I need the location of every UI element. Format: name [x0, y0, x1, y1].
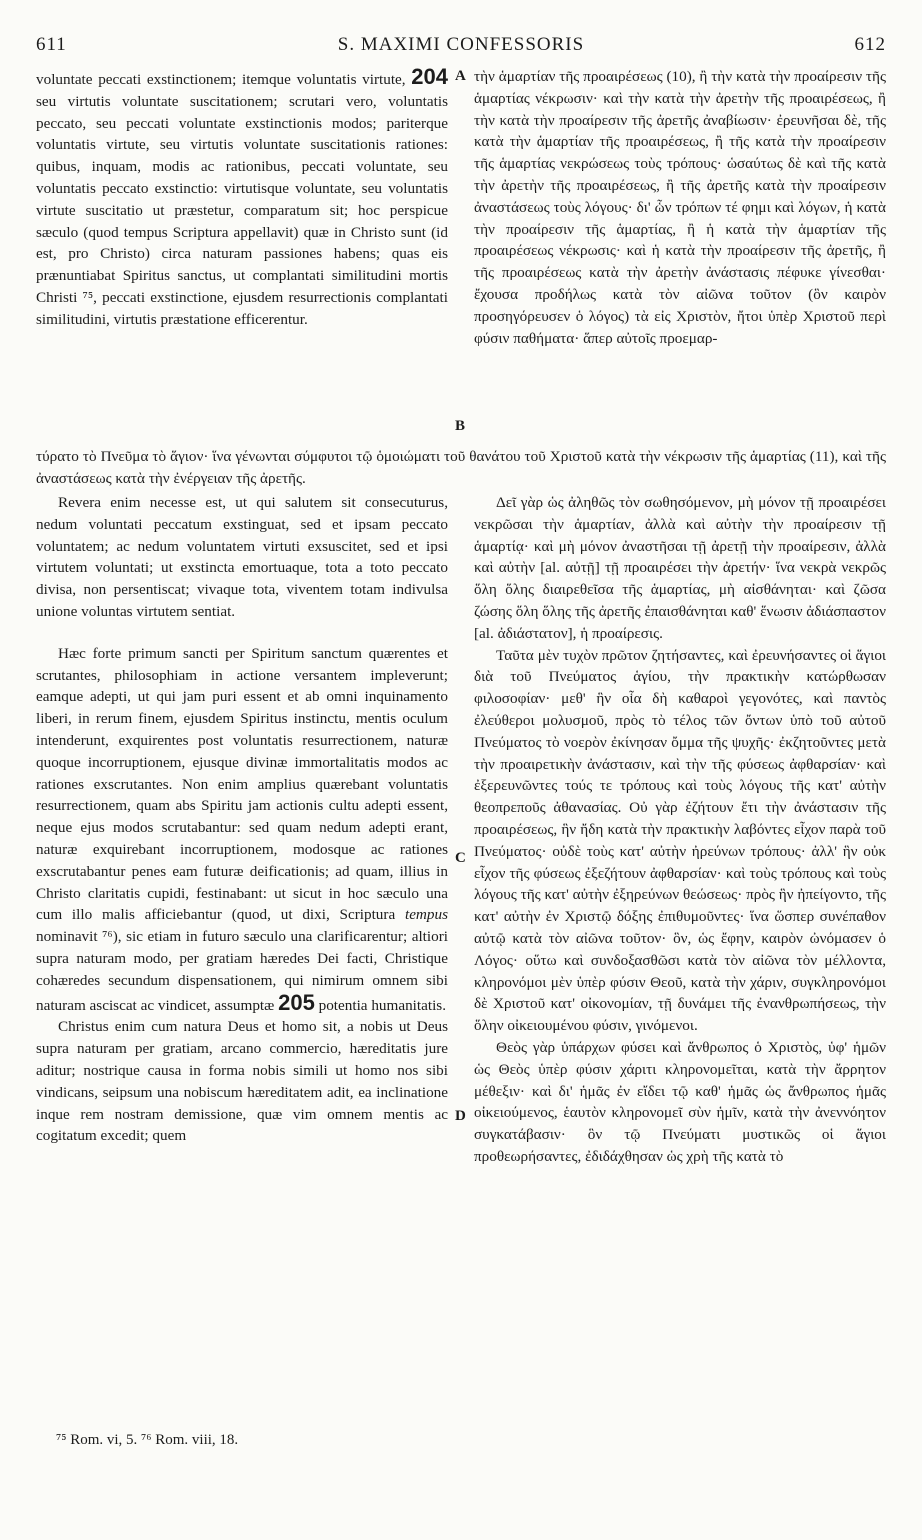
latin-text: Hæc forte primum sancti per Spiritum sanctum quærentes et scrutantes, philosophiam in actione versantem impleverunt; eamque adepti, ut qui jam puri essent et ab omni inquinamento liberi, in rerum finem, ejusdem Spiritus instinctu, mentis oculum intenderunt, exquirentes post voluntatis resurrectionem, naturæ quoque incorruptionem, ejusque divinæ immortalitatis modos ac rationes exscrutantes. Non enim amplius quærebant voluntatis resurrectionem, quam abs Spiritu jam actionis cultu adepti essent, neque ejus modos scrutabantur: sed quam nedum adepti erant, naturæ exquirebant incorruptionem, modosque ac rationes exscrutabantur penes eam futuræ deificationis; ad quam, illius in Christo claritatis cupidi, festinabant: ut sicut in hoc sæculo una cum illo malis afficiebantur (quod, ut dixi, Scriptura [36, 644, 448, 924]
greek-full-width-line: τύρατο τὸ Πνεῦμα τὸ ἅγιον· ἵνα γένωνται σύμφυτοι τῷ ὁμοιώματι τοῦ θανάτου τοῦ Χριστοῦ κατὰ τὴν νέκρωσιν τῆς ἁμαρτίας (11), καὶ τῆς ἀναστάσεως κατὰ τὴν ἐνέργειαν τῆς ἀρετῆς. [36, 448, 886, 487]
latin-italic-word: tempus [404, 906, 448, 924]
greek-paragraph-2: Δεῖ γὰρ ὡς ἀληθῶς τὸν σωθησόμενον, μὴ μόνον τῇ προαιρέσει νεκρῶσαι τὴν ἁμαρτίαν, ἀλλὰ καὶ αὐτὴν τὴν προαίρεσιν τῇ ἁμαρτίᾳ· καὶ μὴ μόνον ἀναστῆσαι τῇ ἀρετῇ τὴν προαίρεσιν, ἀλλὰ καὶ αὐτὴν [al. αὐτῇ] τῇ προαιρέσει τὴν ἀρετήν· ἵνα νεκρὰ νεκρῶς ὅλη ὅλης διαιρεθεῖσα τῆς ἁμαρτίας, μὴ αἰσθάνηται· καὶ ζῶσα ζώσης ὅλη ὅλης τῆς ἀρετῆς ἐπαισθάνηται καθ' ἕνωσιν ἀδιάσπαστον [al. ἀδιάστατον], ἡ προαίρεσις. [474, 494, 886, 642]
greek-paragraph-3: Ταῦτα μὲν τυχὸν πρῶτον ζητήσαντες, καὶ ἐρευνήσαντες οἱ ἅγιοι διὰ τοῦ Πνεύματος ἁγίου, τὴν πρακτικὴν κατώρθωσαν φιλοσοφίαν· μεθ' ἣν οἷα δὴ καθαροὶ γεγονότες, καὶ παντὸς ἐλεύθεροι μολυσμοῦ, πρὸς τὸ τέλος τῶν ὄντων ὑπὸ τοῦ αὐτοῦ Πνεύματος τὸ νοερὸν ἐκίνησαν ὄμμα τῆς ψυχῆς· ἐκζητοῦντες μετὰ τὴν προαιρετικὴν ἀνάστασιν, καὶ τὴν τῆς φύσεως ἀφθαρσίαν· καὶ ἐξερευνῶντες τούς τε τρόπους καὶ τοὺς λόγους τῆς κατ' αὐτὴν θεοπρεποῦς ἀθανασίας. Οὐ γὰρ ἐζήτουν ἔτι τὴν ἀνάστασιν τῆς προαιρέσεως, ἣν ἤδη κατὰ τὴν πρακτικὴν λαβόντες εἶχον παρὰ τοῦ Πνεύματος· οὐδὲ τοὺς κατ' αὐτὴν ἠρεύνων τρόπους· ἀλλ' ἣν οὐκ εἶχον τῆς φύσεως ἐξεζήτουν ἀφθαρσίαν· καὶ τοὺς τρόπους καὶ τοὺς λόγους τῆς κατ' αὐτὴν ἐξηρεύνων θεώσεως· πρὸς ἣν ἠπείγοντο, τῆς κατ' αὐτὴν ἐν Χριστῷ δόξης ἐπιθυμοῦντες· ἵνα ὥσπερ συνέπαθον αὐτῷ κατὰ τὸν αἰῶνα τοῦτον· ὃν, ὡς ἔφην, καιρὸν ὠνόμασεν ὁ Λόγος· οὕτω καὶ συνδοξασθῶσι κατὰ τὸν αἰῶνα τὸν μέλλοντα, κληρονόμοι μὲν ὑπὲρ φύσιν Θεοῦ, κατὰ τὴν χάριν, συγκληρονόμοι δὲ Χριστοῦ κατ' οἰκονομίαν, τῇ δυνάμει τῆς ἐνανθρωπήσεως, τὴν ὅλην οἰκειουμένου φύσιν, γινόμενοι. [474, 646, 886, 1035]
section-marker-c: C [455, 850, 466, 866]
latin-paragraph-4: Christus enim cum natura Deus et homo sit, a nobis ut Deus supra naturam per gratiam, arcano commercio, hæreditatis jure aditur; nostrique causa in forma nobis simili ut homo nos sibi vindicans, seipsum una nobiscum hæreditatem adit, ea inclinatione inque rem nostram demissione, quæ vim omnem mentis ac cogitatum excedit; quem [36, 1018, 448, 1145]
latin-text: nominavit ⁷⁶), sic etiam in futuro sæculo una clarificarentur; altiori supra naturam modo, per gratiam hæredes Dei facti, Christique cohæredes secundum dispensationem, qui nimirum omnem sibi naturam asciscat ac vindicet, assumptæ [36, 928, 448, 1014]
page-number-left: 611 [36, 34, 67, 55]
greek-paragraph-4: Θεὸς γὰρ ὑπάρχων φύσει καὶ ἄνθρωπος ὁ Χριστὸς, ὑφ' ἡμῶν ὡς Θεὸς ὑπὲρ φύσιν χάριτι κληρονομεῖται, κατὰ τὴν ἄρρητον μέθεξιν· καὶ δι' ἡμᾶς ἐν εἴδει τῷ καθ' ἡμᾶς ὡς ἄνθρωπος ἡμᾶς οἰκειούμενος, ἑαυτὸν κληρονομεῖ σὺν ἡμῖν, κατὰ τὴν ἀνεννόητον συγκατάβασιν· ὃν τῷ Πνεύματι μυστικῶς οἱ ἅγιοι προθεωρήσαντες, ἐδιδάχθησαν ὡς χρὴ τῆς κατὰ τὸ [474, 1038, 886, 1165]
footnotes: ⁷⁵ Rom. vi, 5. ⁷⁶ Rom. viii, 18. [56, 1432, 239, 1448]
latin-text: potentia humanitatis. [318, 996, 446, 1014]
latin-text: seu virtutis voluntate suscitationem; scrutari vero, voluntatis peccato, seu peccati voluntate exstinctionis modos; pariterque voluntatis virtute, seu virtutis voluntate suscitationis rationes: quibus, inquam, modis ac rationibus, peccati voluntate, seu voluntatis peccato exstinctio: virtutisque voluntate, seu voluntatis virtute suscitatio ut præstetur, comparatum sit; hoc perspicue sæculo (quod tempus Scriptura appellavit) quæ in Christo sunt (id est, pro Christo) circa naturam passiones habens; quas eis prænuntiabat Spiritus sanctus, ut complantati similitudini mortis Christi ⁷⁵, peccati exstinctione, ejusdem resurrectionis complantati similitudini, virtutis præstatione efficerentur. [36, 92, 448, 328]
section-marker-d: D [455, 1108, 466, 1124]
latin-text: voluntate peccati exstinctionem; itemque voluntatis virtute, [36, 71, 406, 88]
latin-paragraph-1 [36, 66, 448, 331]
page-header [36, 34, 886, 60]
column-number-205: 205 [278, 989, 315, 1015]
section-marker-b: B [455, 418, 466, 434]
greek-column-bottom [474, 492, 886, 1168]
running-title: S. MAXIMI CONFESSORIS [337, 34, 585, 55]
greek-column-top [474, 66, 886, 349]
column-number-204: 204 [411, 64, 449, 89]
latin-paragraph-3 [36, 643, 448, 1017]
latin-column-bottom [36, 492, 448, 1147]
greek-paragraph-1: τὴν ἁμαρτίαν τῆς προαιρέσεως (10), ἢ τὴν κατὰ τὴν προαίρεσιν τῆς ἁμαρτίας νέκρωσιν· καὶ τὴν κατὰ τὴν ἀρετὴν τῆς προαιρέσεως, ἢ τὴν κατὰ τὴν προαίρεσιν τῆς ἀρετῆς ἀναβίωσιν· ἐρευνῆσαι δὲ, τῆς κατὰ τὴν ἁμαρτίαν τῆς προαιρέσεως, ἢ τῆς κατὰ τὴν προαίρεσιν τῆς ἁμαρτίας νεκρώσεως τοὺς τρόπους· ὡσαύτως δὲ καὶ τῆς κατὰ τὴν ἀρετὴν τῆς προαιρέσεως, ἢ τῆς ἀρετῆς κατὰ τὴν προαίρεσιν ἀναστάσεως τοὺς λόγους· δι' ὧν τρόπων τέ φημι καὶ λόγων, ἡ κατὰ τὴν προαίρεσιν τῆς ἁμαρτίας, ἢ ἡ κατὰ τὴν ἁμαρτίαν τῆς προαιρέσεως νέκρωσις· καὶ ἡ κατὰ τὴν προαίρεσιν τῆς ἀρετῆς, ἢ τῆς προαιρέσεως κατὰ τὴν ἀρετὴν ἀνάστασις πέφυκε γίνεσθαι· ἔχουσα προδήλως κατὰ τὸν αἰῶνα τοῦτον (ὃν καιρὸν προσηγόρευσεν ὁ λόγος) τὰ εἰς Χριστὸν, ἤτοι ὑπὲρ Χριστοῦ περὶ φύσιν παθήματα· ἅπερ αὐτοῖς προεμαρ- [474, 68, 886, 347]
section-marker-a: A [455, 68, 466, 84]
latin-column-top [36, 66, 448, 331]
page-number-right: 612 [854, 34, 886, 55]
latin-paragraph-2: Revera enim necesse est, ut qui salutem sit consecuturus, nedum voluntati peccatum exstinguat, sed et ipsam peccato voluntatem; ac nedum voluntatem virtuti exsuscitet, sed et ipsi virtutem voluntati; ut exstincta emortuaque, tota a toto peccato divisa, non persentiscat; vivaque tota, viventem totam indivulsa unione voluntas virtutem sentiat. [36, 494, 448, 620]
